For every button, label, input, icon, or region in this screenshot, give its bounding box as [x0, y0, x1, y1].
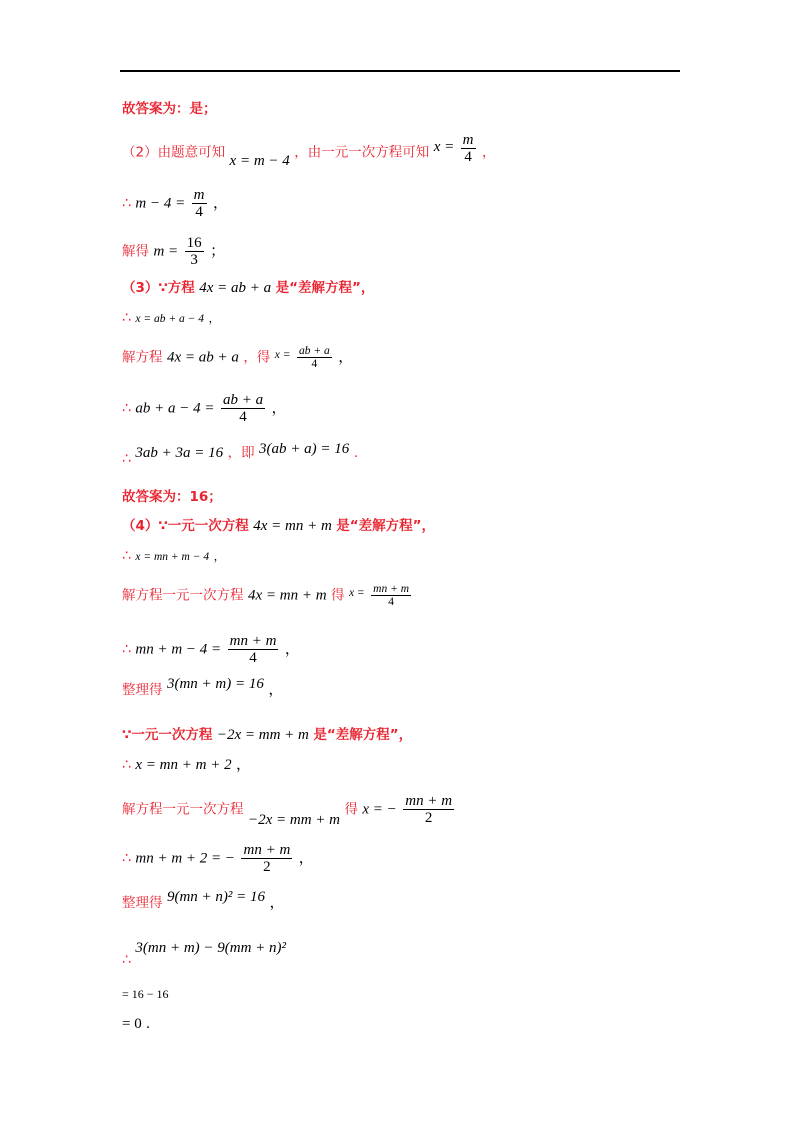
step-4-eq-4: [122, 842, 314, 875]
text: ，: [271, 400, 287, 417]
numerator: mn + m: [243, 842, 291, 858]
denominator: 2: [424, 810, 433, 826]
fraction: [241, 842, 292, 875]
numerator: mn + m: [229, 633, 277, 649]
step-4-statement-2: [122, 725, 412, 745]
equation: mn + m − 4 =: [135, 641, 222, 658]
equation: x = ab + a − 4: [135, 313, 205, 325]
equation: = 16 − 16: [122, 987, 169, 1001]
final-step-2: [122, 1014, 150, 1034]
numerator: mn + m: [373, 583, 410, 595]
step-3-solve: [122, 345, 353, 370]
fraction: [403, 793, 454, 826]
text: ，: [213, 551, 226, 563]
step-4-eq-1: [122, 546, 225, 567]
text: 得: [344, 801, 358, 818]
therefore-symbol: ∴: [122, 451, 131, 467]
text: .: [353, 445, 359, 461]
step-4-statement: [122, 516, 435, 536]
equation: 4x = ab + a: [199, 280, 272, 296]
text: ，: [338, 349, 354, 366]
step-4-simplify-1: [122, 676, 284, 700]
text: ；: [210, 243, 226, 260]
step-3-eq-1: [122, 308, 220, 329]
denominator: 4: [388, 596, 394, 608]
part-label: （2）由题意可知: [122, 144, 226, 161]
therefore-symbol: ∴: [122, 850, 131, 867]
numerator: 16: [186, 235, 202, 251]
answer-line-2: [122, 487, 222, 507]
therefore-symbol: ∴: [122, 310, 131, 326]
denominator: 4: [464, 149, 472, 165]
text: ，: [481, 144, 496, 161]
label: 整理得: [122, 895, 163, 911]
answer-line-1: [122, 99, 217, 119]
numerator: m: [462, 132, 474, 148]
text: ，: [268, 682, 284, 698]
fraction: [228, 633, 279, 666]
denominator: 4: [195, 204, 203, 220]
text: 是“差解方程”，: [313, 727, 413, 743]
label: ∵一元一次方程: [122, 727, 213, 743]
text: 得: [330, 587, 345, 604]
equation: x = mn + m + 2: [135, 757, 232, 773]
answer-text: 故答案为：是；: [122, 101, 217, 117]
equation: 9(mn + n)² = 16: [166, 889, 266, 905]
text: ，: [236, 757, 252, 773]
text: ，: [208, 313, 220, 325]
text: ，: [298, 850, 314, 867]
numerator: m: [193, 187, 205, 203]
fraction: [461, 132, 476, 165]
label: 解方程一元一次方程: [122, 801, 244, 818]
equation: 3(mn + m) = 16: [166, 676, 264, 692]
fraction: [185, 235, 204, 268]
step-3-eq-3: [122, 441, 359, 467]
equation: x = mn + m − 4: [135, 551, 210, 563]
part-label: （3）∵方程: [122, 280, 195, 296]
step-3-statement: [122, 278, 374, 298]
text: ，: [269, 895, 285, 911]
therefore-symbol: ∴: [122, 400, 131, 417]
therefore-symbol: ∴: [122, 641, 131, 658]
equation: −2x = mm + m: [247, 811, 340, 828]
denominator: 3: [190, 252, 198, 268]
step-4-eq-3: [122, 755, 251, 775]
fraction-group: [275, 345, 334, 370]
equation: x =: [274, 348, 291, 361]
equation: 4x = mn + m: [253, 518, 332, 534]
text: 是“差解方程”，: [336, 518, 436, 534]
step-3-eq-2: [122, 392, 287, 425]
step-4-simplify-2: [122, 889, 285, 913]
text: ，: [212, 195, 228, 212]
equation: m =: [153, 243, 179, 260]
equation: x = −: [362, 801, 397, 818]
fraction-group: [349, 583, 413, 608]
numerator: mn + m: [405, 793, 453, 809]
final-expression: [122, 938, 287, 968]
equation: x =: [433, 138, 455, 155]
equation: 3(ab + a) = 16: [259, 441, 350, 457]
step-2-statement: [122, 132, 496, 169]
text: ，由一元一次方程可知: [294, 144, 430, 161]
denominator: 4: [249, 650, 257, 666]
step-2-eq: [122, 187, 228, 220]
label: 解方程一元一次方程: [122, 587, 244, 604]
therefore-symbol: ∴: [122, 757, 131, 773]
equation: 3(mn + m) − 9(mm + n)²: [135, 940, 287, 956]
therefore-symbol: ∴: [122, 548, 131, 564]
denominator: 2: [263, 859, 271, 875]
label: 解方程: [122, 349, 163, 366]
equation: 4x = ab + a: [166, 349, 239, 366]
step-2-solution: [122, 235, 225, 268]
text: 是“差解方程”，: [275, 280, 375, 296]
label: 解得: [122, 243, 149, 260]
therefore-symbol: ∴: [122, 195, 131, 212]
numerator: ab + a: [298, 345, 330, 357]
equation: 4x = mn + m: [247, 587, 327, 604]
label: 整理得: [122, 682, 163, 698]
denominator: 4: [239, 409, 247, 425]
equation: = 0: [122, 1016, 142, 1032]
text: ，得: [243, 349, 271, 366]
text: ，即: [227, 445, 255, 461]
therefore-symbol: ∴: [122, 952, 131, 968]
fraction: [221, 392, 265, 425]
equation: mn + m + 2 = −: [135, 850, 236, 867]
step-4-solve-2: [122, 793, 456, 826]
final-step-1: [122, 984, 169, 1004]
fraction: [192, 187, 207, 220]
equation: −2x = mm + m: [216, 727, 309, 743]
answer-text: 故答案为：16；: [122, 489, 222, 505]
equation: 3ab + 3a = 16: [135, 445, 224, 461]
equation: x = m − 4: [229, 152, 290, 169]
equation: m − 4 =: [135, 195, 186, 212]
part-label: （4）∵一元一次方程: [122, 518, 249, 534]
equation: ab + a − 4 =: [135, 400, 215, 417]
header-rule: [120, 70, 680, 72]
denominator: 4: [311, 358, 318, 370]
equation: x =: [348, 586, 365, 599]
text: .: [146, 1016, 150, 1032]
step-4-eq-2: [122, 633, 300, 666]
step-4-solve: [122, 583, 413, 608]
numerator: ab + a: [222, 392, 264, 408]
fraction: [371, 583, 411, 608]
fraction: [297, 345, 332, 370]
text: ，: [284, 641, 300, 658]
